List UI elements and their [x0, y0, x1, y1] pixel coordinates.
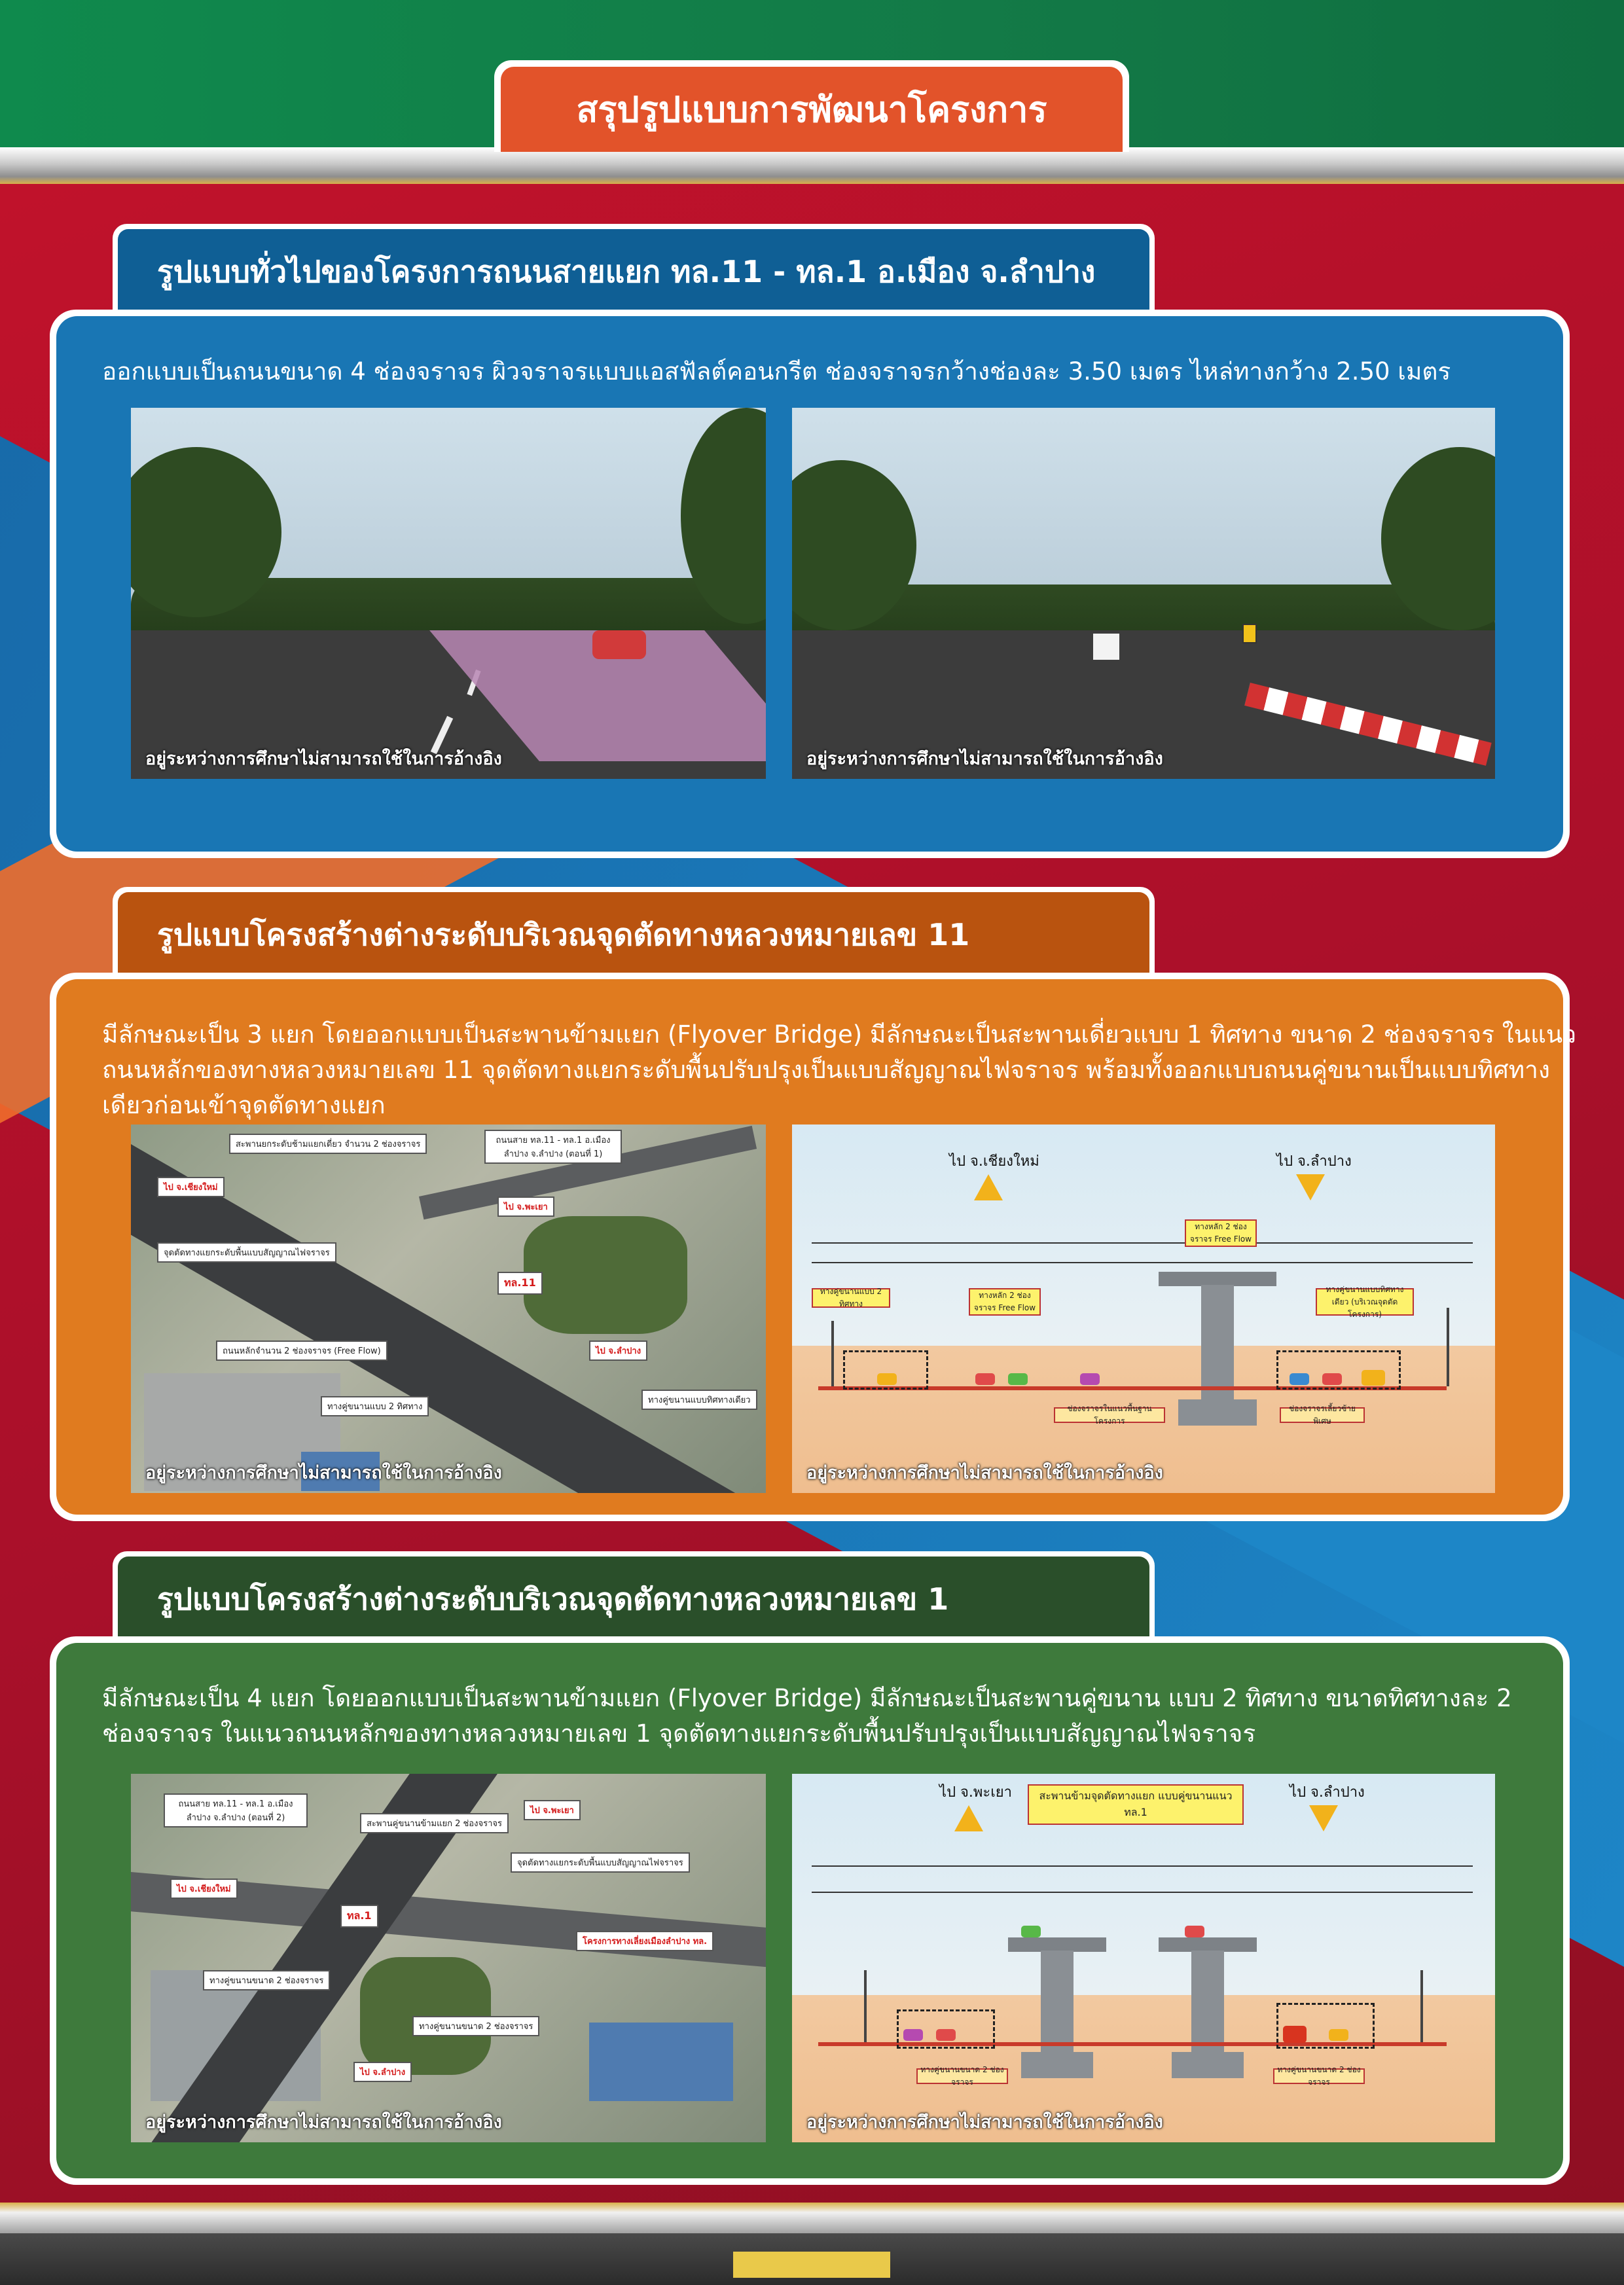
main-title: สรุปรูปแบบการพัฒนาโครงการ [501, 67, 1123, 152]
bridge-pier [1201, 1285, 1234, 1403]
dimension-line [812, 1865, 1473, 1867]
disclaimer-caption: อยู่ระหว่างการศึกษาไม่สามารถใช้ในการอ้างอิง [806, 1463, 1163, 1483]
bridge-pier [1191, 1951, 1224, 2055]
green-area [524, 1216, 687, 1334]
aerial-label: ทางคู่ขนานแบบ 2 ทิศทาง [321, 1396, 429, 1416]
arrow-up-icon [974, 1174, 1003, 1200]
bridge-deck [1159, 1272, 1276, 1286]
section-1-panel-body [56, 316, 1563, 852]
direction-left: ไป จ.พะเยา [939, 1784, 1012, 1801]
car-icon [975, 1373, 995, 1385]
aerial-label: สะพานคู่ขนานข้ามแยก 2 ช่องจราจร [360, 1813, 509, 1833]
section-1-title: รูปแบบทั่วไปของโครงการถนนสายแยก ทล.11 - ทล.1 อ.เมือง จ.ลำปาง [118, 229, 1149, 314]
truck-icon [1283, 2026, 1307, 2043]
pier-footing [1172, 2052, 1244, 2078]
section-1-description: ออกแบบเป็นถนนขนาด 4 ช่องจราจร ผิวจราจรแบบแอสฟัลต์คอนกรีต ช่องจราจรกว้างช่องละ 3.50 เมตร ไหล่ทางกว้าง 2.50 เมตร [102, 357, 1451, 386]
road-render-1 [131, 408, 766, 779]
car-icon [877, 1373, 897, 1385]
label-box: ทางคู่ขนานแบบทิศทางเดียว (บริเวณจุดตัดโครงการ) [1316, 1288, 1414, 1316]
label-box: ทางหลัก 2 ช่องจราจร Free Flow [969, 1288, 1041, 1316]
direction-right: ไป จ.ลำปาง [1290, 1784, 1365, 1801]
aerial-label: ทางคู่ขนานขนาด 2 ช่องจราจร [412, 2016, 539, 2036]
bridge-pier [1041, 1951, 1074, 2055]
car-icon [1008, 1373, 1028, 1385]
aerial-label: ถนนสาย ทล.11 - ทล.1 อ.เมืองลำปาง จ.ลำปาง (ตอนที่ 1) [484, 1130, 622, 1164]
direction-right: ไป จ.ลำปาง [1276, 1153, 1352, 1170]
blue-roof [589, 2023, 733, 2101]
light-pole [1420, 1970, 1423, 2042]
bridge-deck [1008, 1937, 1106, 1952]
section-2-panel-body [56, 979, 1576, 1515]
aerial-label: ถนนสาย ทล.11 - ทล.1 อ.เมืองลำปาง จ.ลำปาง (ตอนที่ 2) [164, 1793, 308, 1827]
aerial-render-hwy11 [131, 1125, 766, 1493]
bridge-deck [1159, 1937, 1257, 1952]
arrow-down-icon [1309, 1805, 1338, 1831]
aerial-route-label: ทล.11 [497, 1272, 543, 1295]
truck [1093, 634, 1119, 660]
light-pole [1447, 1308, 1449, 1386]
aerial-direction-label: ไป จ.เชียงใหม่ [157, 1177, 225, 1197]
aerial-direction-label: ไป จ.พะเยา [497, 1196, 554, 1217]
main-title-tab [494, 60, 1129, 152]
section-1-panel [50, 310, 1570, 858]
aerial-direction-label: ไป จ.เชียงใหม่ [170, 1879, 238, 1899]
truck-icon [1362, 1370, 1385, 1386]
cross-section-background [792, 1774, 1495, 2142]
arrow-down-icon [1296, 1174, 1325, 1200]
car-icon [1080, 1373, 1100, 1385]
aerial-label: สะพานยกระดับช้ามแยกเดี่ยว จำนวน 2 ช่องจราจร [229, 1134, 427, 1154]
traffic-sign [1242, 624, 1257, 643]
label-box: ช่องจราจรในแนวพื้นฐานโครงการ [1054, 1407, 1165, 1423]
car-icon [1329, 2029, 1348, 2041]
aerial-label: โครงการทางเลี่ยงเมืองลำปาง ทล. [576, 1931, 713, 1951]
aerial-label: จุดตัดทางแยกระดับพื้นแบบสัญญาณไฟจราจร [157, 1242, 336, 1263]
direction-left: ไป จ.เชียงใหม่ [949, 1153, 1039, 1170]
aerial-direction-label: ไป จ.พะเยา [524, 1800, 581, 1820]
dimension-line [812, 1262, 1473, 1263]
section-2-description: มีลักษณะเป็น 3 แยก โดยออกแบบเป็นสะพานข้ามแยก (Flyover Bridge) มีลักษณะเป็นสะพานเดี่ยวแบบ 1 ทิศทาง ขนาด 2 ช่องจราจร ในแนวถนนหลักของทางหลวงหมายเลข 11 จุดตัดทางแยกระดับพื้นปรับปรุงเป็นแบบสัญญาณไฟจราจร พร้อมทั้งออกแบบถนนคู่ขนานเป็นแบบทิศทางเดียวก่อนเข้าจุดตัดทางแยก [102, 1020, 1576, 1119]
car-icon [903, 2029, 923, 2041]
light-pole [831, 1321, 834, 1386]
background-silver-bar-top [0, 147, 1624, 184]
aerial-label: ถนนหลักจำนวน 2 ช่องจราจร (Free Flow) [216, 1340, 388, 1361]
light-pole [864, 1970, 867, 2042]
cross-section-hwy1 [792, 1774, 1495, 2142]
section-1-tab [113, 224, 1155, 314]
disclaimer-caption: อยู่ระหว่างการศึกษาไม่สามารถใช้ในการอ้างอิง [806, 2112, 1163, 2132]
red-car [592, 630, 646, 659]
section-2-title: รูปแบบโครงสร้างต่างระดับบริเวณจุดตัดทางหลวงหมายเลข 11 [118, 892, 1149, 977]
label-box: ทางคู่ขนานขนาด 2 ช่องจราจร [916, 2068, 1008, 2084]
disclaimer-caption: อยู่ระหว่างการศึกษาไม่สามารถใช้ในการอ้างอิง [145, 749, 502, 769]
car-icon [1322, 1373, 1342, 1385]
arrow-up-icon [954, 1805, 983, 1831]
section-3-panel-body [56, 1643, 1563, 2178]
section-3-panel [50, 1636, 1570, 2185]
section-3-title: รูปแบบโครงสร้างต่างระดับบริเวณจุดตัดทางหลวงหมายเลข 1 [118, 1556, 1149, 1642]
aerial-render-hwy1 [131, 1774, 766, 2142]
cross-section-hwy11 [792, 1125, 1495, 1493]
section-3-tab [113, 1551, 1155, 1642]
pier-footing [1021, 2052, 1093, 2078]
aerial-direction-label: ไป จ.ลำปาง [589, 1340, 647, 1361]
label-box: ทางคู่ขนานขนาด 2 ช่องจราจร [1273, 2068, 1365, 2084]
label-box: ช่องจราจรเลี้ยวซ้ายพิเศษ [1280, 1407, 1365, 1423]
dimension-line [812, 1892, 1473, 1893]
road-center-line [733, 2252, 890, 2278]
background-silver-bar-bottom [0, 2203, 1624, 2235]
aerial-label: ทางคู่ขนานขนาด 2 ช่องจราจร [203, 1970, 330, 1990]
disclaimer-caption: อยู่ระหว่างการศึกษาไม่สามารถใช้ในการอ้างอิง [145, 1463, 502, 1483]
pier-footing [1178, 1399, 1257, 1426]
label-box: ทางคู่ขนานแบบ 2 ทิศทาง [812, 1288, 890, 1308]
aerial-label: ทางคู่ขนานแบบทิศทางเดียว [641, 1390, 757, 1410]
label-box: ทางหลัก 2 ช่องจราจร Free Flow [1185, 1219, 1257, 1247]
section-3-description: มีลักษณะเป็น 4 แยก โดยออกแบบเป็นสะพานข้ามแยก (Flyover Bridge) มีลักษณะเป็นสะพานคู่ขนาน แบบ 2 ทิศทาง ขนาดทิศทางละ 2 ช่องจราจร ในแนวถนนหลักของทางหลวงหมายเลข 1 จุดตัดทางแยกระดับพื้นปรับปรุงเป็นแบบสัญญาณไฟจราจร [102, 1684, 1512, 1748]
car-icon [1290, 1373, 1309, 1385]
aerial-direction-label: ไป จ.ลำปาง [353, 2062, 412, 2082]
disclaimer-caption: อยู่ระหว่างการศึกษาไม่สามารถใช้ในการอ้างอิง [145, 2112, 502, 2132]
road-render-2 [792, 408, 1495, 779]
section-2-tab [113, 887, 1155, 977]
car-icon [1185, 1926, 1204, 1937]
label-box: สะพานข้ามจุดตัดทางแยก แบบคู่ขนานแนว ทล.1 [1028, 1784, 1244, 1825]
aerial-route-label: ทล.1 [340, 1905, 378, 1928]
car-icon [1021, 1926, 1041, 1937]
car-icon [936, 2029, 956, 2041]
dimension-line [812, 1242, 1473, 1244]
aerial-label: จุดตัดทางแยกระดับพื้นแบบสัญญาณไฟจราจร [511, 1852, 690, 1873]
disclaimer-caption: อยู่ระหว่างการศึกษาไม่สามารถใช้ในการอ้างอิง [806, 749, 1163, 769]
section-2-panel [50, 973, 1576, 1521]
